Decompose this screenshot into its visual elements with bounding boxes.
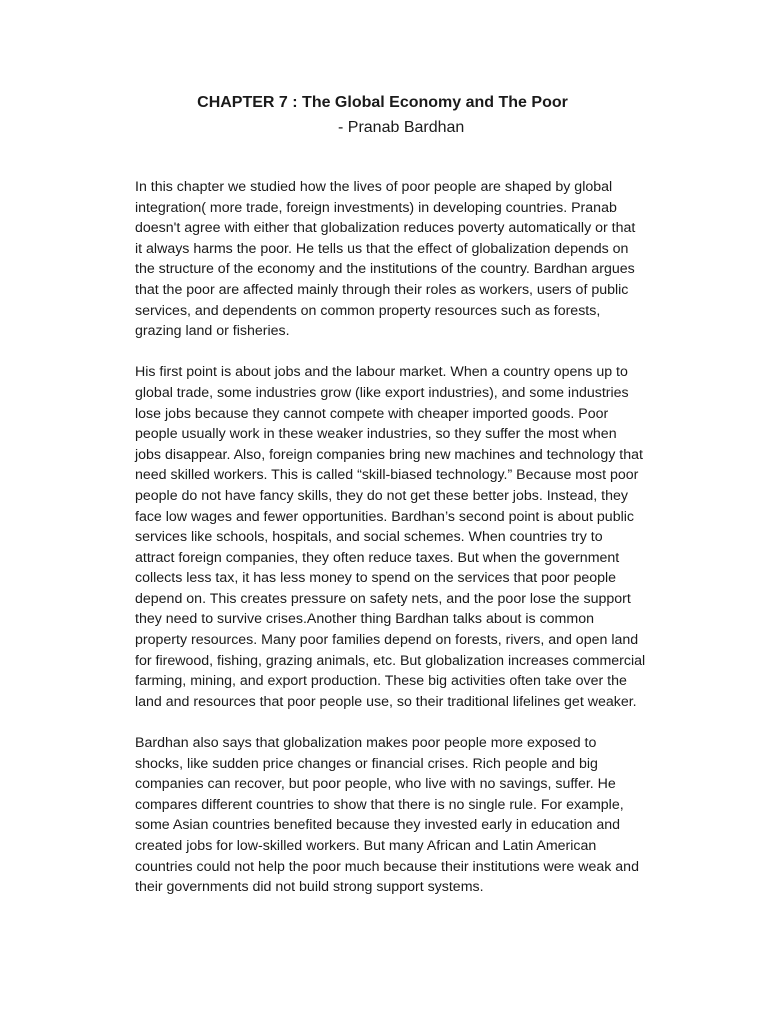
paragraph-jobs-and-services: His first point is about jobs and the labour market. When a country opens up to global trade, some industries grow (like export industries), and some industries lose jobs because they cannot compete with cheaper imported goods. Poor people usually work in these weaker industries, so they suffer the most when jobs disappear. Also, foreign companies bring new machines and technology that need skilled workers. This is called “skill-biased technology.” Because most poor people do not have fancy skills, they do not get these better jobs. Instead, they face low wages and fewer opportunities. Bardhan’s second point is about public services like schools, hospitals, and social schemes. When countries try to attract foreign companies, they often reduce taxes. But when the government collects less tax, it has less money to spend on the services that poor people depend on. This creates pressure on safety nets, and the poor lose the support they need to survive crises.Another thing Bardhan talks about is common property resources. Many poor families depend on forests, rivers, and open land for firewood, fishing, grazing animals, etc. But globalization increases commercial farming, mining, and export production. These big activities often take over the land and resources that poor people use, so their traditional lifelines get weaker. [135, 364, 646, 710]
chapter-title [0, 92, 768, 114]
chapter-title-text: CHAPTER 7 : The Global Economy and The Poor [197, 94, 568, 111]
paragraph-intro: In this chapter we studied how the lives of poor people are shaped by global integration( more trade, foreign investments) in developing countries. Pranab doesn't agree with either that globalization reduces poverty automatically or that it always harms the poor. He tells us that the effect of globalization depends on the structure of the economy and the institutions of the country. Bardhan argues that the poor are affected mainly through their roles as workers, users of public services, and dependents on common property resources such as forests, grazing land or fisheries. [135, 179, 636, 340]
author-line: - Pranab Bardhan [338, 119, 465, 136]
paragraph-shocks-and-comparisons: Bardhan also says that globalization makes poor people more exposed to shocks, like sudden price changes or financial crises. Rich people and big companies can recover, but poor people, who live with no savings, suffer. He compares different countries to show that there is no single rule. For example, some Asian countries benefited because they invested early in education and created jobs for low-skilled workers. But many African and Latin American countries could not help the poor much because their institutions were weak and their governments did not build strong support systems. [135, 735, 639, 896]
body-text [135, 177, 683, 918]
